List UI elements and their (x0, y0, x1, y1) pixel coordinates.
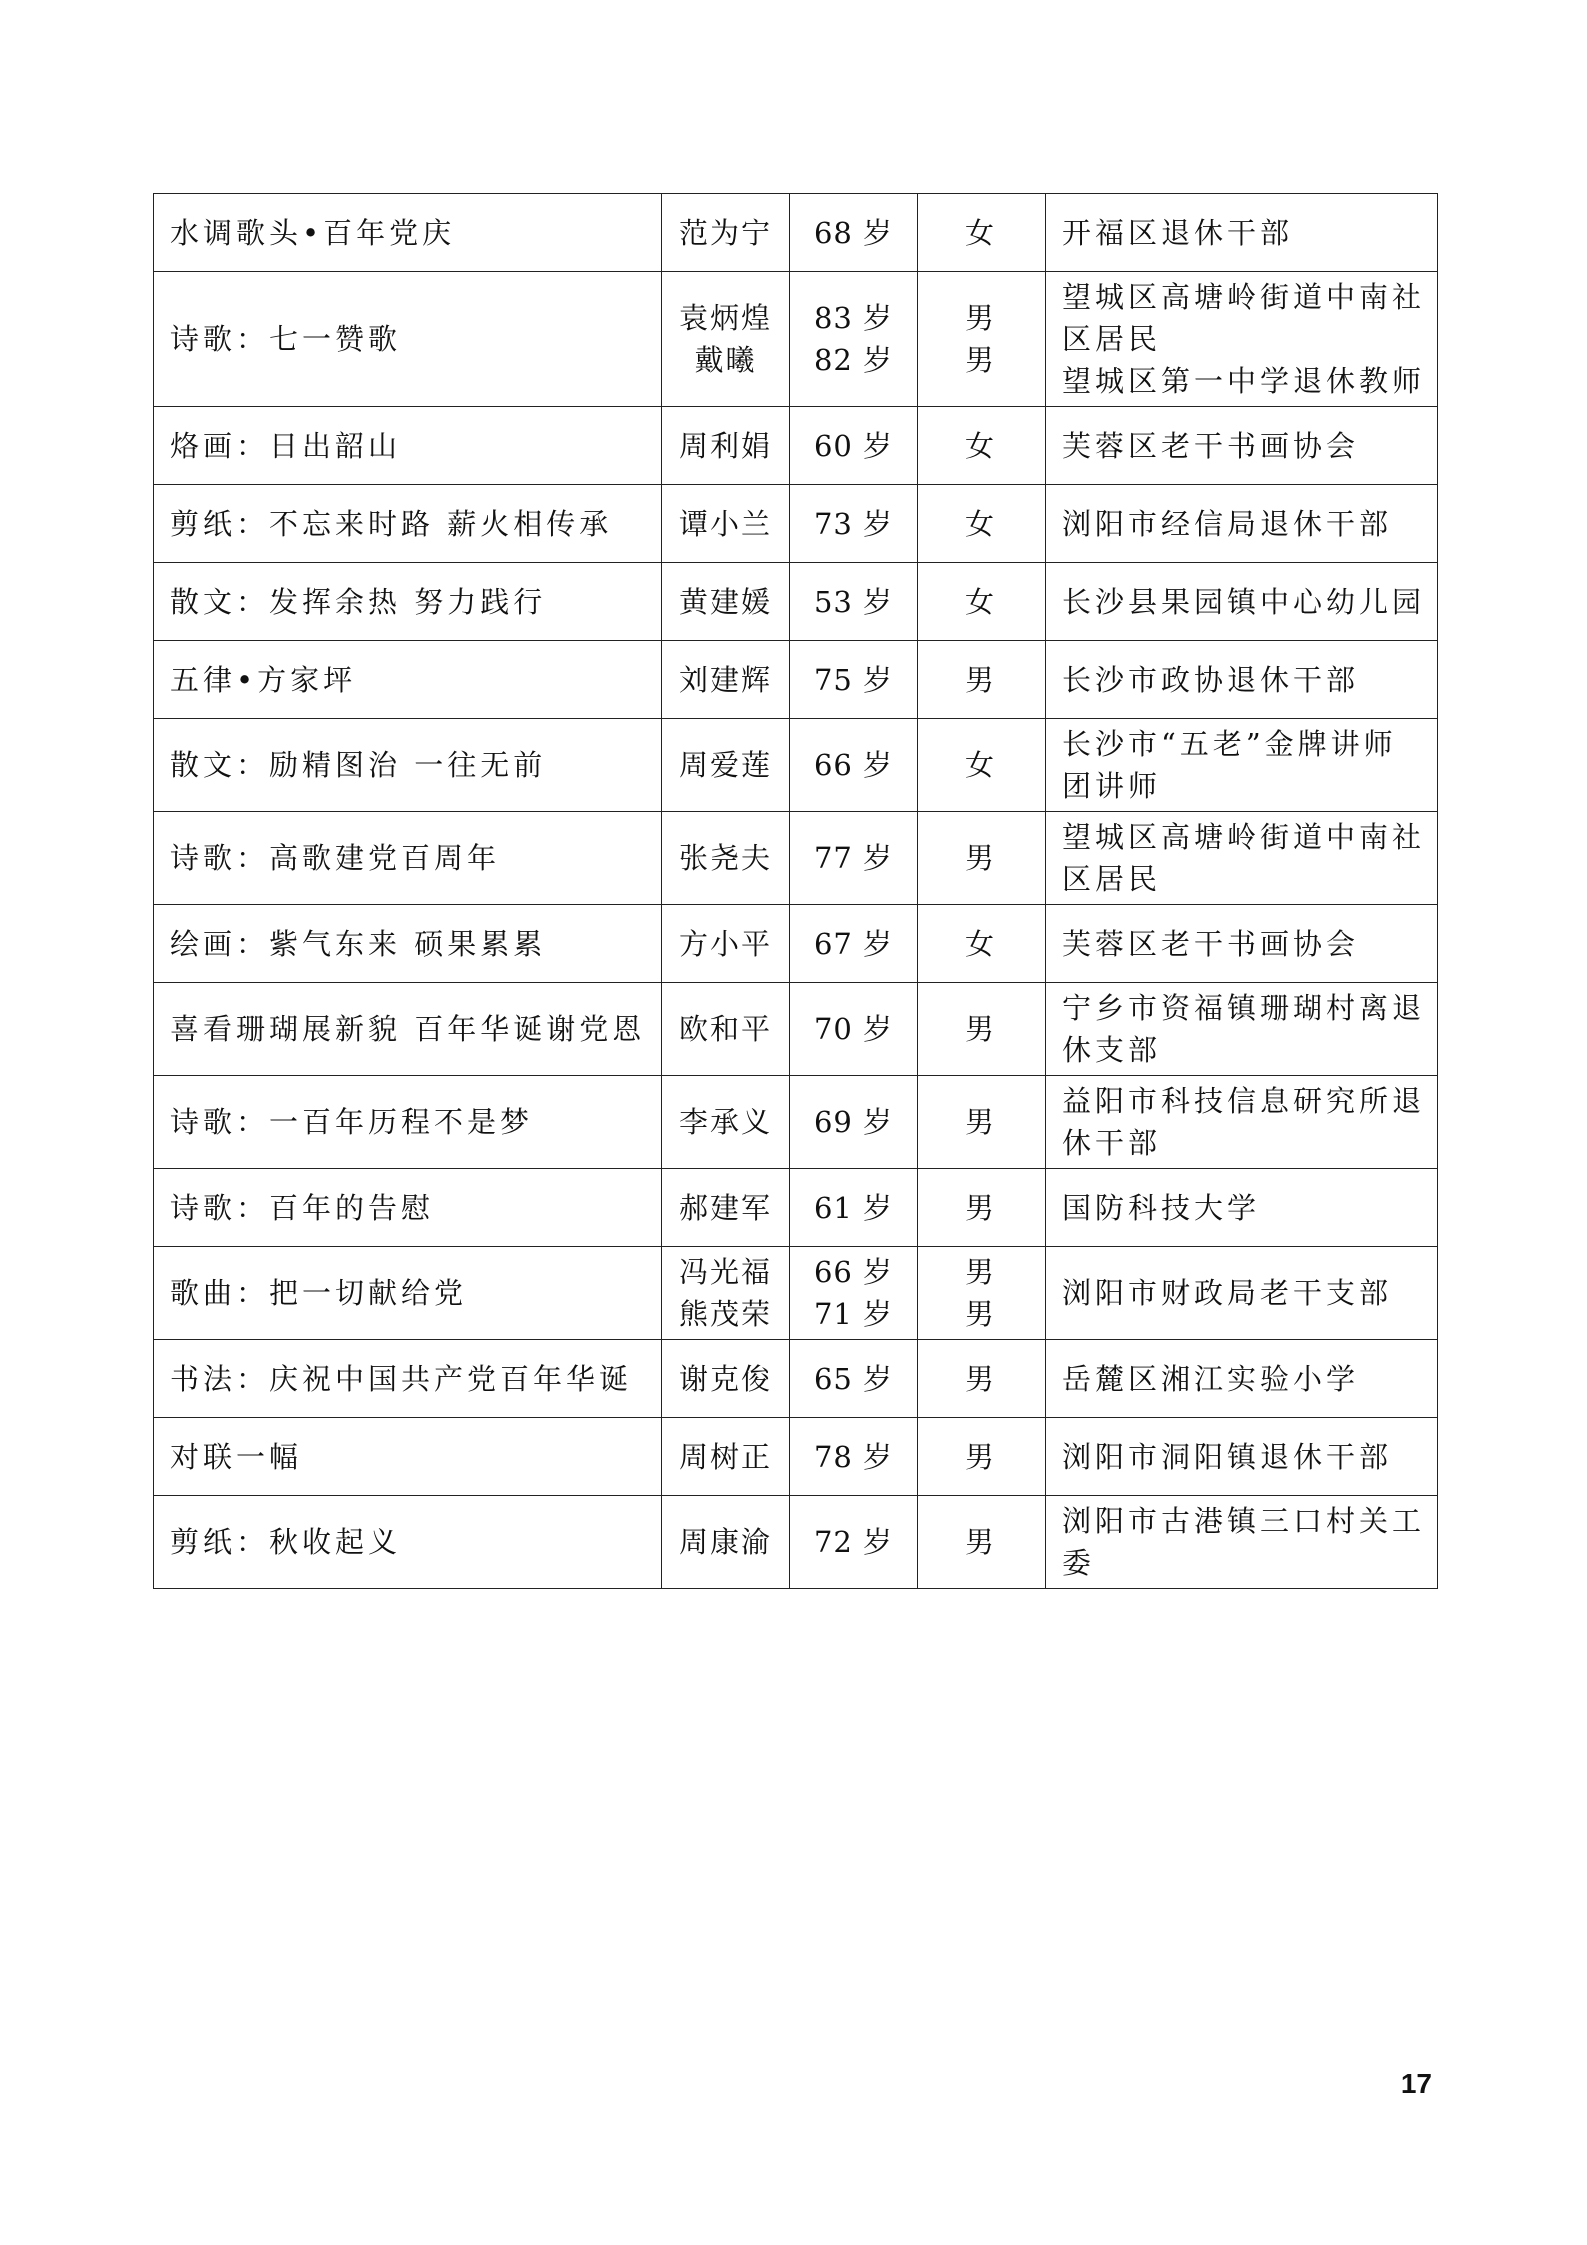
author-name: 袁炳煌 (678, 301, 772, 335)
entries-table (153, 193, 1438, 1589)
author-name: 谢克俊 (678, 1361, 772, 1396)
author-name-cell (662, 1496, 790, 1589)
author-gender: 男 (964, 1255, 998, 1289)
author-age: 72 岁 (813, 1525, 894, 1559)
author-age: 77 岁 (813, 841, 894, 875)
author-name: 周爱莲 (678, 748, 772, 782)
work-unit-cell (1046, 1340, 1438, 1418)
author-gender: 女 (964, 926, 998, 961)
work-title-cell (154, 194, 662, 272)
gender-cell (918, 485, 1046, 563)
author-name: 戴曦 (694, 343, 757, 377)
work-title: 对联一幅 (170, 1439, 303, 1474)
work-title: 诗歌：七一赞歌 (170, 322, 402, 356)
author-gender: 女 (964, 506, 998, 541)
age-cell (790, 563, 918, 641)
work-unit-cell (1046, 983, 1438, 1076)
work-title: 剪纸：秋收起义 (170, 1525, 402, 1559)
work-title: 水调歌头•百年党庆 (170, 215, 456, 250)
work-title-cell (154, 1340, 662, 1418)
work-unit-cell (1046, 563, 1438, 641)
age-cell (790, 1169, 918, 1247)
author-name-cell (662, 485, 790, 563)
author-age: 66 岁 (813, 1255, 894, 1289)
gender-cell (918, 812, 1046, 905)
table-row (154, 1496, 1438, 1589)
table-row (154, 563, 1438, 641)
author-name: 周利娟 (678, 428, 772, 463)
age-cell (790, 1247, 918, 1340)
work-unit: 岳麓区湘江实验小学 (1062, 1361, 1360, 1396)
author-name: 郝建军 (678, 1190, 772, 1225)
table-row (154, 272, 1438, 407)
work-title-cell (154, 1076, 662, 1169)
author-gender: 男 (964, 662, 998, 697)
work-title-cell (154, 563, 662, 641)
work-unit-cell (1046, 1169, 1438, 1247)
work-unit-cell (1046, 1076, 1438, 1169)
gender-cell (918, 1247, 1046, 1340)
work-unit: 长沙市政协退休干部 (1062, 662, 1360, 697)
age-cell (790, 1076, 918, 1169)
work-unit-cell (1046, 905, 1438, 983)
work-title-cell (154, 1496, 662, 1589)
author-age: 53 岁 (813, 584, 894, 619)
author-age: 66 岁 (813, 748, 894, 782)
author-gender: 男 (964, 1439, 998, 1474)
author-name-cell (662, 1169, 790, 1247)
author-name-cell (662, 812, 790, 905)
table-row (154, 983, 1438, 1076)
author-name-cell (662, 1247, 790, 1340)
author-age: 78 岁 (813, 1439, 894, 1474)
entries-table-body (154, 194, 1438, 1589)
work-unit-cell (1046, 272, 1438, 407)
work-unit: 国防科技大学 (1062, 1190, 1261, 1225)
work-title: 散文：励精图治 一往无前 (170, 748, 547, 782)
author-gender: 男 (964, 1297, 998, 1331)
age-cell (790, 983, 918, 1076)
author-name: 李承义 (678, 1105, 772, 1139)
work-unit: 芙蓉区老干书画协会 (1062, 428, 1360, 463)
author-gender: 女 (964, 584, 998, 619)
table-row (154, 407, 1438, 485)
age-cell (790, 812, 918, 905)
author-gender: 男 (964, 1525, 998, 1559)
gender-cell (918, 1496, 1046, 1589)
author-age: 70 岁 (813, 1012, 894, 1046)
work-title-cell (154, 272, 662, 407)
author-age: 65 岁 (813, 1361, 894, 1396)
gender-cell (918, 719, 1046, 812)
author-name-cell (662, 194, 790, 272)
work-unit: 宁乡市资福镇珊瑚村离退休支部 (1062, 991, 1426, 1067)
work-unit-cell (1046, 1247, 1438, 1340)
work-unit: 长沙县果园镇中心幼儿园 (1062, 584, 1426, 619)
author-name-cell (662, 983, 790, 1076)
author-gender: 男 (964, 841, 998, 875)
work-unit-cell (1046, 407, 1438, 485)
work-unit-cell (1046, 485, 1438, 563)
work-title: 烙画：日出韶山 (170, 428, 402, 463)
author-name-cell (662, 272, 790, 407)
work-unit-cell (1046, 812, 1438, 905)
age-cell (790, 641, 918, 719)
work-title-cell (154, 812, 662, 905)
age-cell (790, 905, 918, 983)
work-title-cell (154, 1169, 662, 1247)
author-name-cell (662, 407, 790, 485)
table-row (154, 194, 1438, 272)
work-title-cell (154, 719, 662, 812)
author-age: 61 岁 (813, 1190, 894, 1225)
author-gender: 男 (964, 1105, 998, 1139)
author-age: 83 岁 (813, 301, 894, 335)
age-cell (790, 1418, 918, 1496)
table-row (154, 1340, 1438, 1418)
work-title: 散文：发挥余热 努力践行 (170, 584, 547, 619)
age-cell (790, 719, 918, 812)
work-unit-cell (1046, 194, 1438, 272)
work-title: 诗歌：一百年历程不是梦 (170, 1105, 534, 1139)
gender-cell (918, 1076, 1046, 1169)
author-age: 73 岁 (813, 506, 894, 541)
author-name-cell (662, 641, 790, 719)
author-name: 谭小兰 (678, 506, 772, 541)
author-name-cell (662, 1418, 790, 1496)
author-name: 方小平 (678, 926, 772, 961)
work-unit-cell (1046, 641, 1438, 719)
author-gender: 女 (964, 215, 998, 250)
work-unit: 望城区高塘岭街道中南社区居民 (1062, 820, 1426, 896)
gender-cell (918, 983, 1046, 1076)
table-row (154, 641, 1438, 719)
table-row (154, 905, 1438, 983)
author-name: 范为宁 (678, 215, 772, 250)
author-age: 68 岁 (813, 215, 894, 250)
age-cell (790, 194, 918, 272)
page-number: 17 (1400, 2068, 1432, 2099)
table-row (154, 1169, 1438, 1247)
author-age: 71 岁 (813, 1297, 894, 1331)
work-title: 书法：庆祝中国共产党百年华诞 (170, 1361, 633, 1396)
work-unit: 浏阳市财政局老干支部 (1062, 1276, 1393, 1310)
author-age: 69 岁 (813, 1105, 894, 1139)
work-unit-cell (1046, 719, 1438, 812)
author-name: 熊茂荣 (678, 1297, 772, 1331)
age-cell (790, 485, 918, 563)
author-name-cell (662, 905, 790, 983)
work-title: 诗歌：高歌建党百周年 (170, 841, 501, 875)
table-row (154, 812, 1438, 905)
author-name-cell (662, 563, 790, 641)
work-title: 喜看珊瑚展新貌 百年华诞谢党恩 (170, 1012, 646, 1046)
work-unit: 浏阳市洞阳镇退休干部 (1062, 1439, 1393, 1474)
work-title: 绘画：紫气东来 硕果累累 (170, 926, 547, 961)
author-age: 75 岁 (813, 662, 894, 697)
age-cell (790, 1496, 918, 1589)
gender-cell (918, 407, 1046, 485)
work-title: 诗歌：百年的告慰 (170, 1190, 435, 1225)
author-name-cell (662, 1076, 790, 1169)
gender-cell (918, 1418, 1046, 1496)
work-unit-cell (1046, 1418, 1438, 1496)
author-name: 周树正 (678, 1439, 772, 1474)
table-row (154, 1076, 1438, 1169)
table-row (154, 719, 1438, 812)
work-title-cell (154, 905, 662, 983)
age-cell (790, 407, 918, 485)
work-title: 歌曲：把一切献给党 (170, 1276, 468, 1310)
author-name-cell (662, 719, 790, 812)
work-unit: 望城区第一中学退休教师 (1062, 364, 1426, 398)
work-unit: 望城区高塘岭街道中南社区居民 (1062, 280, 1426, 356)
author-name: 冯光福 (678, 1255, 772, 1289)
author-gender: 男 (964, 1361, 998, 1396)
work-unit: 浏阳市经信局退休干部 (1062, 506, 1393, 541)
age-cell (790, 1340, 918, 1418)
author-gender: 女 (964, 428, 998, 463)
gender-cell (918, 272, 1046, 407)
author-name-cell (662, 1340, 790, 1418)
author-age: 67 岁 (813, 926, 894, 961)
work-title: 剪纸：不忘来时路 薪火相传承 (170, 506, 613, 541)
work-unit: 长沙市“五老”金牌讲师团讲师 (1062, 727, 1397, 803)
work-unit: 芙蓉区老干书画协会 (1062, 926, 1360, 961)
author-name: 周康渝 (678, 1525, 772, 1559)
work-unit: 浏阳市古港镇三口村关工委 (1062, 1504, 1426, 1580)
age-cell (790, 272, 918, 407)
table-row (154, 1247, 1438, 1340)
gender-cell (918, 641, 1046, 719)
work-title-cell (154, 1418, 662, 1496)
work-title-cell (154, 983, 662, 1076)
work-title-cell (154, 641, 662, 719)
gender-cell (918, 1169, 1046, 1247)
work-unit: 开福区退休干部 (1062, 215, 1294, 250)
gender-cell (918, 905, 1046, 983)
work-unit-cell (1046, 1496, 1438, 1589)
author-age: 60 岁 (813, 428, 894, 463)
work-title: 五律•方家坪 (170, 662, 357, 697)
gender-cell (918, 1340, 1046, 1418)
work-unit: 益阳市科技信息研究所退休干部 (1062, 1084, 1426, 1160)
author-gender: 女 (964, 748, 998, 782)
author-gender: 男 (964, 343, 998, 377)
author-age: 82 岁 (813, 343, 894, 377)
author-name: 欧和平 (678, 1012, 772, 1046)
work-title-cell (154, 407, 662, 485)
table-row (154, 485, 1438, 563)
work-title-cell (154, 485, 662, 563)
work-title-cell (154, 1247, 662, 1340)
table-row (154, 1418, 1438, 1496)
author-gender: 男 (964, 1012, 998, 1046)
gender-cell (918, 563, 1046, 641)
gender-cell (918, 194, 1046, 272)
author-gender: 男 (964, 301, 998, 335)
author-name: 黄建媛 (678, 584, 772, 619)
author-name: 刘建辉 (678, 662, 772, 697)
author-name: 张尧夫 (678, 841, 772, 875)
author-gender: 男 (964, 1190, 998, 1225)
